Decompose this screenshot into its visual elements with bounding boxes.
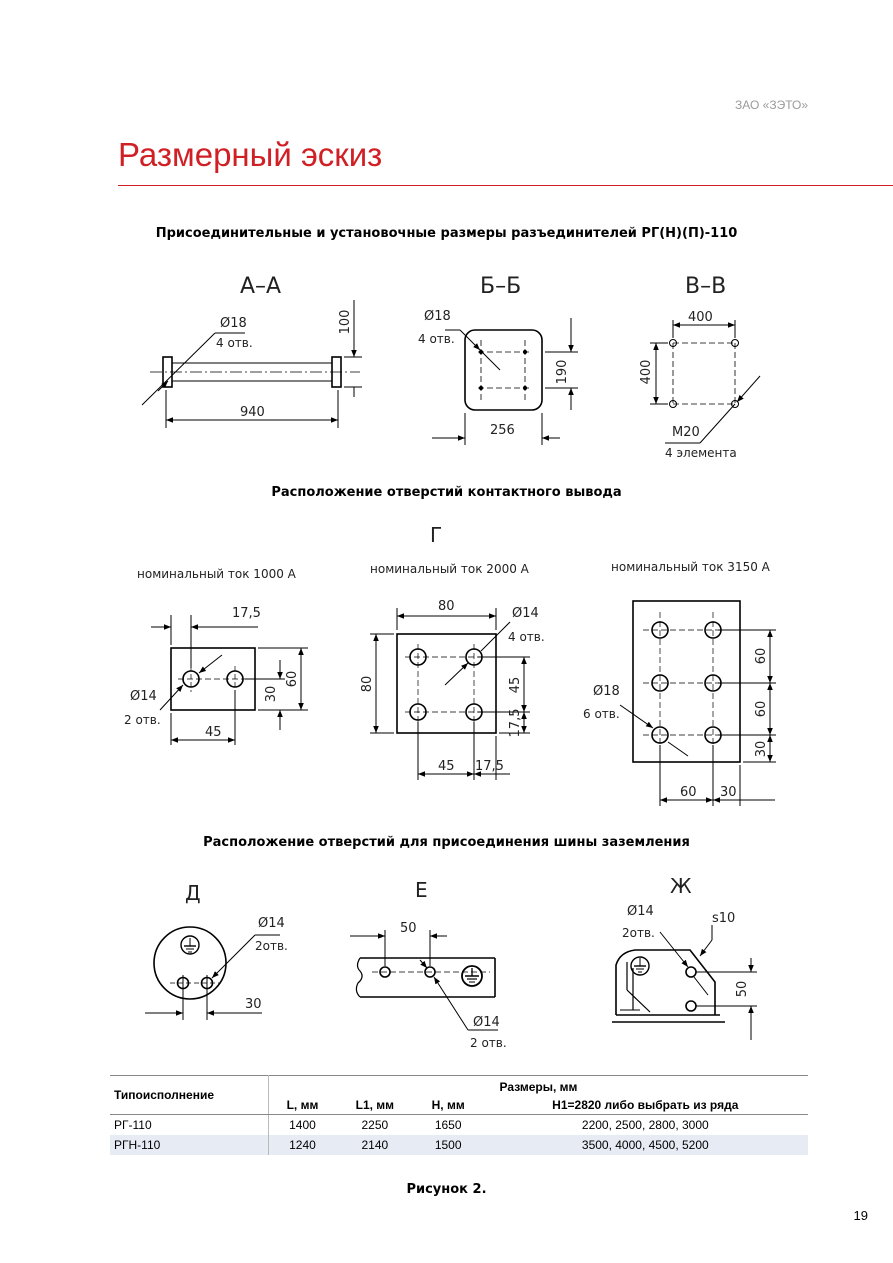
contact-2000-diam: Ø14 bbox=[512, 606, 539, 621]
drawing-vv-thread: М20 bbox=[672, 425, 700, 440]
drawing-zh-thickness: s10 bbox=[712, 911, 736, 926]
table-header-h: H, мм bbox=[431, 1098, 465, 1112]
table-cell-type: РГН-110 bbox=[110, 1135, 269, 1155]
drawing-vv-elements: 4 элемента bbox=[665, 446, 737, 460]
drawing-d bbox=[145, 881, 288, 1020]
drawing-zh-title: Ж bbox=[670, 874, 692, 898]
contact-2000-v45: 45 bbox=[508, 676, 523, 694]
contact-2000-height: 80 bbox=[360, 675, 375, 693]
drawing-e-title: Е bbox=[415, 878, 428, 902]
table-header-row bbox=[110, 1076, 808, 1097]
contact-2000-v175: 17,5 bbox=[508, 708, 523, 738]
drawing-aa-diam: Ø18 bbox=[220, 316, 247, 331]
contact-3150-v60b: 60 bbox=[754, 700, 769, 718]
table-cell-l: 1400 bbox=[289, 1118, 316, 1132]
drawing-aa-height: 100 bbox=[338, 309, 353, 335]
contact-3150-v30: 30 bbox=[754, 740, 769, 758]
drawing-zh-holes: 2отв. bbox=[622, 926, 655, 940]
contact-1000-holes: 2 отв. bbox=[124, 713, 161, 727]
drawing-vv bbox=[639, 274, 760, 460]
contact-2000-h175: 17,5 bbox=[475, 759, 504, 774]
drawing-aa bbox=[142, 274, 362, 428]
contact-1000-label: номинальный ток 1000 А bbox=[137, 567, 296, 581]
table-header-l: L, мм bbox=[286, 1098, 319, 1112]
drawing-contact-1000 bbox=[124, 567, 308, 745]
contact-2000-width: 80 bbox=[438, 599, 455, 614]
page-number: 19 bbox=[853, 1208, 868, 1223]
drawing-d-spacing: 30 bbox=[245, 997, 262, 1012]
contact-3150-diam: Ø18 bbox=[593, 684, 620, 699]
section-caption-grounding: Расположение отверстий для присоединения шины заземления bbox=[203, 835, 690, 850]
table-cell-h1: 2200, 2500, 2800, 3000 bbox=[581, 1118, 709, 1132]
drawing-e-spacing: 50 bbox=[400, 921, 417, 936]
specification-table bbox=[110, 1075, 808, 1155]
contact-2000-h45: 45 bbox=[438, 759, 455, 774]
drawing-aa-width: 940 bbox=[240, 405, 265, 420]
table-cell-l1: 2250 bbox=[361, 1118, 389, 1132]
drawing-zh-diam: Ø14 bbox=[627, 904, 654, 919]
contact-3150-v60a: 60 bbox=[754, 647, 769, 665]
contact-1000-offset: 17,5 bbox=[232, 606, 261, 621]
contact-3150-holes: 6 отв. bbox=[583, 707, 620, 721]
drawing-e-diam: Ø14 bbox=[473, 1015, 500, 1030]
drawing-d-diam: Ø14 bbox=[258, 916, 285, 931]
section-caption-contact: Расположение отверстий контактного вывода bbox=[271, 485, 622, 500]
table-cell-type: РГ-110 bbox=[110, 1115, 269, 1136]
drawing-zh bbox=[612, 874, 757, 1040]
table-cell-l: 1240 bbox=[269, 1135, 336, 1155]
table-cell-l1: 2140 bbox=[336, 1135, 414, 1155]
contact-1000-diam: Ø14 bbox=[130, 689, 157, 704]
drawing-d-title: Д bbox=[185, 881, 201, 905]
table-header-l1: L1, мм bbox=[355, 1098, 395, 1112]
contact-3150-label: номинальный ток 3150 А bbox=[611, 560, 770, 574]
company-name: ЗАО «ЗЭТО» bbox=[734, 98, 808, 112]
drawing-contact-3150 bbox=[583, 560, 776, 806]
drawing-bb-width: 256 bbox=[490, 423, 515, 438]
contact-1000-h60: 60 bbox=[285, 670, 300, 688]
drawing-e bbox=[350, 878, 507, 1050]
contact-1000-h30: 30 bbox=[264, 685, 279, 703]
page-title: Размерный эскиз bbox=[118, 136, 383, 173]
table-row bbox=[110, 1135, 808, 1155]
drawing-vv-height: 400 bbox=[639, 359, 654, 385]
drawing-vv-title: В–В bbox=[685, 274, 727, 299]
table-header-h1: H1=2820 либо выбрать из ряда bbox=[552, 1098, 739, 1112]
section-caption-mounting: Присоединительные и установочные размеры разъединителей РГ(Н)(П)-110 bbox=[155, 226, 738, 241]
drawing-bb bbox=[418, 274, 578, 445]
drawing-aa-holes: 4 отв. bbox=[216, 336, 253, 350]
drawing-zh-spacing: 50 bbox=[735, 980, 750, 998]
drawing-vv-width: 400 bbox=[688, 310, 713, 325]
contact-1000-pitch: 45 bbox=[205, 725, 222, 740]
contact-2000-holes: 4 отв. bbox=[508, 630, 545, 644]
drawing-e-holes: 2 отв. bbox=[470, 1036, 507, 1050]
contact-2000-label: номинальный ток 2000 А bbox=[370, 562, 529, 576]
drawing-bb-diam: Ø18 bbox=[424, 309, 451, 324]
table-header-group: Размеры, мм bbox=[499, 1080, 578, 1094]
contact-3150-h30: 30 bbox=[720, 785, 737, 800]
drawing-contact-2000 bbox=[360, 562, 545, 780]
table-row bbox=[110, 1115, 808, 1136]
figure-caption: Рисунок 2. bbox=[406, 1182, 487, 1197]
table-cell-h: 1650 bbox=[434, 1118, 462, 1132]
table-cell-h: 1500 bbox=[414, 1135, 483, 1155]
contact-3150-h60: 60 bbox=[680, 785, 697, 800]
table-header-type: Типоисполнение bbox=[110, 1076, 269, 1115]
drawing-bb-title: Б–Б bbox=[480, 274, 522, 299]
drawing-d-holes: 2отв. bbox=[255, 939, 288, 953]
drawing-g-title: Г bbox=[430, 523, 443, 547]
table-cell-h1: 3500, 4000, 4500, 5200 bbox=[483, 1135, 808, 1155]
drawing-bb-height: 190 bbox=[555, 359, 570, 385]
drawing-aa-title: А–А bbox=[240, 274, 282, 299]
drawing-bb-holes: 4 отв. bbox=[418, 332, 455, 346]
